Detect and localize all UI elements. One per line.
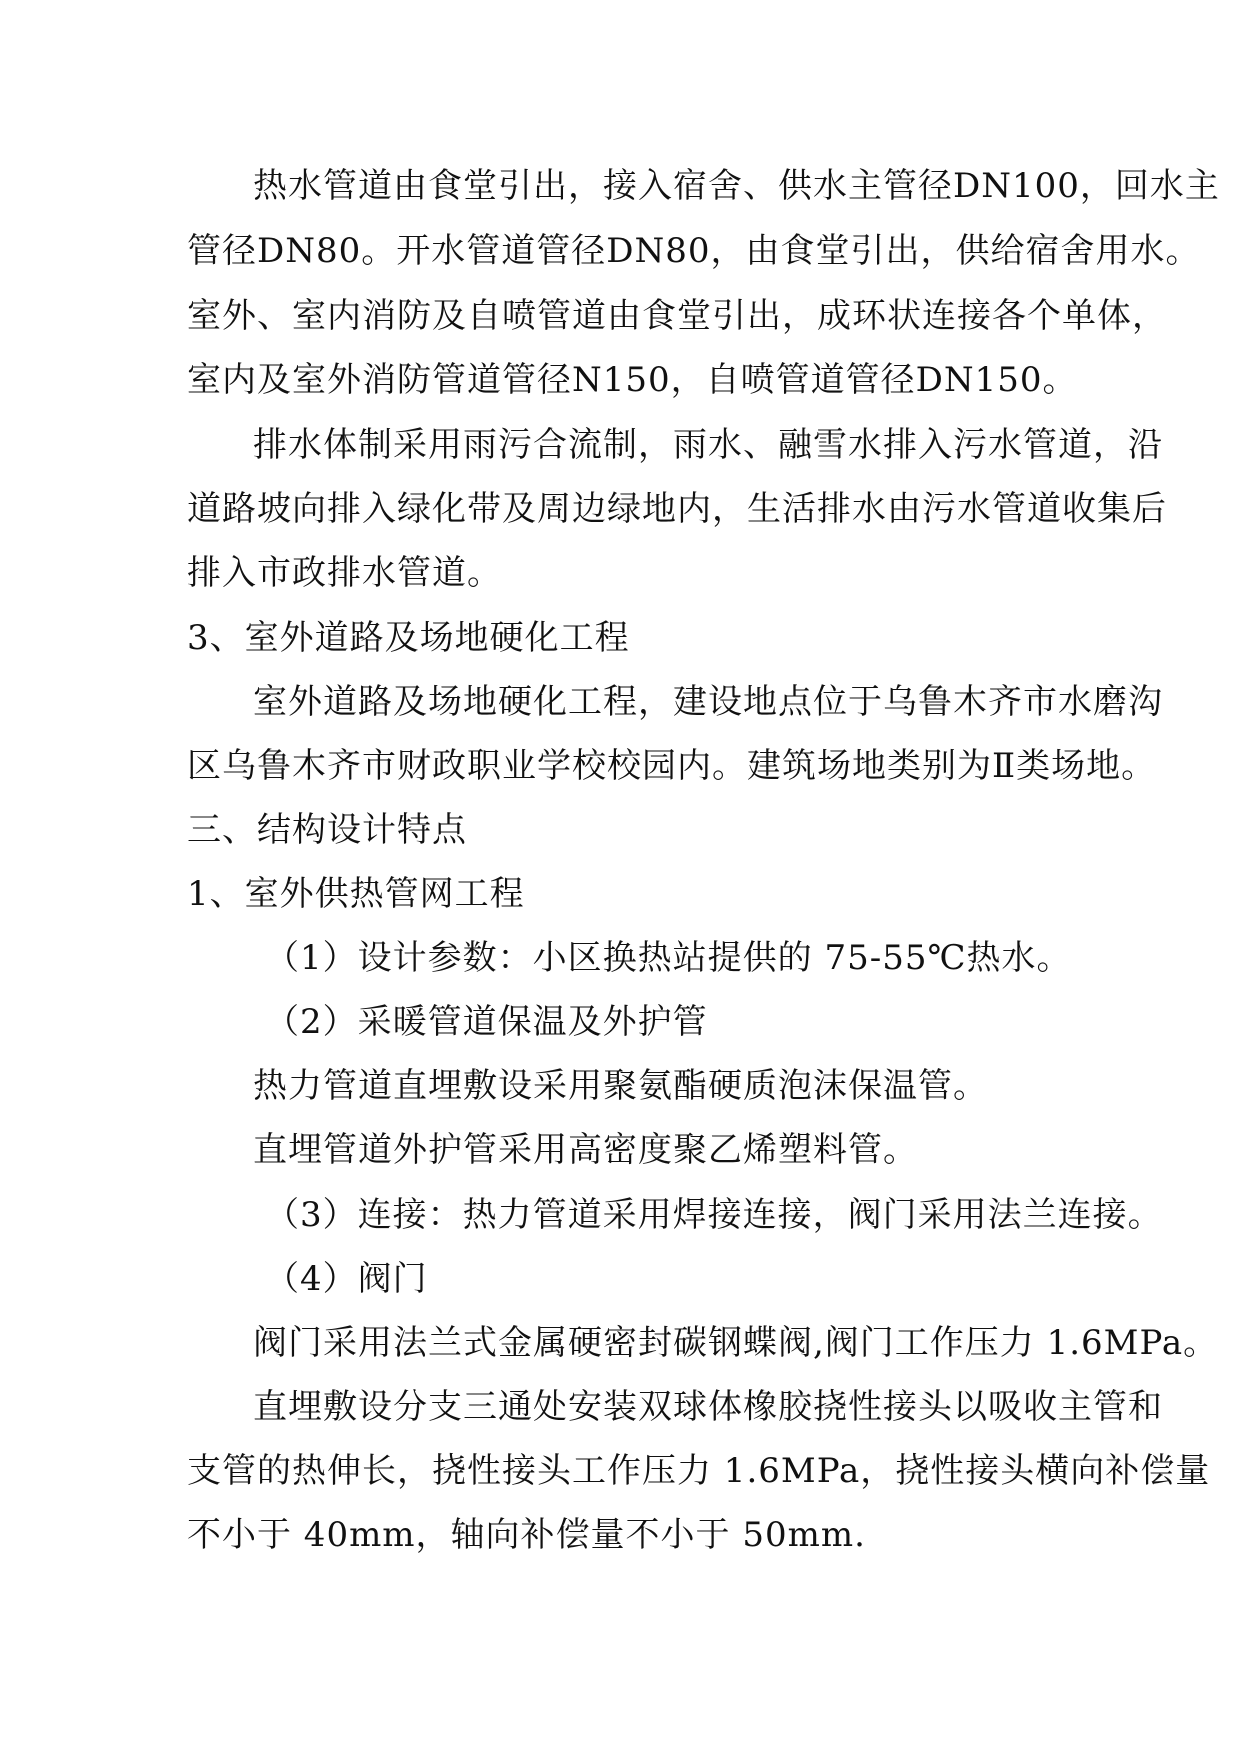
paragraph-line: 热水管道由食堂引出，接入宿舍、供水主管径DN100，回水主: [253, 166, 1220, 206]
paragraph-line: 支管的热伸长，挠性接头工作压力 1.6MPa，挠性接头横向补偿量: [187, 1451, 1211, 1491]
paragraph-line: 阀门采用法兰式金属硬密封碳钢蝶阀,阀门工作压力 1.6MPa。: [253, 1323, 1219, 1363]
paragraph-line: 室外、室内消防及自喷管道由食堂引出，成环状连接各个单体，: [187, 296, 1167, 336]
paragraph-line: （3）连接：热力管道采用焊接连接，阀门采用法兰连接。: [265, 1195, 1163, 1235]
paragraph-line: 排入市政排水管道。: [187, 553, 502, 593]
section-heading: 3、室外道路及场地硬化工程: [187, 618, 630, 658]
section-heading: 1、室外供热管网工程: [187, 874, 525, 914]
paragraph-line: 排水体制采用雨污合流制，雨水、融雪水排入污水管道，沿: [253, 425, 1163, 465]
paragraph-line: 管径DN80。开水管道管径DN80，由食堂引出，供给宿舍用水。: [187, 231, 1201, 271]
paragraph-line: 室外道路及场地硬化工程，建设地点位于乌鲁木齐市水磨沟: [253, 682, 1163, 722]
paragraph-line: （4）阀门: [265, 1259, 428, 1299]
section-heading: 三、结构设计特点: [187, 810, 467, 850]
paragraph-line: 热力管道直埋敷设采用聚氨酯硬质泡沫保温管。: [253, 1066, 988, 1106]
paragraph-line: 区乌鲁木齐市财政职业学校校园内。建筑场地类别为Ⅱ类场地。: [187, 746, 1157, 786]
paragraph-line: 道路坡向排入绿化带及周边绿地内，生活排水由污水管道收集后: [187, 489, 1167, 529]
paragraph-line: （2）采暖管道保温及外护管: [265, 1002, 708, 1042]
paragraph-line: 直埋敷设分支三通处安装双球体橡胶挠性接头以吸收主管和: [253, 1387, 1163, 1427]
paragraph-line: 直埋管道外护管采用高密度聚乙烯塑料管。: [253, 1130, 918, 1170]
paragraph-line: 室内及室外消防管道管径N150，自喷管道管径DN150。: [187, 360, 1078, 400]
paragraph-line: （1）设计参数：小区换热站提供的 75-55℃热水。: [265, 938, 1072, 978]
paragraph-line: 不小于 40mm，轴向补偿量不小于 50mm.: [187, 1515, 866, 1555]
